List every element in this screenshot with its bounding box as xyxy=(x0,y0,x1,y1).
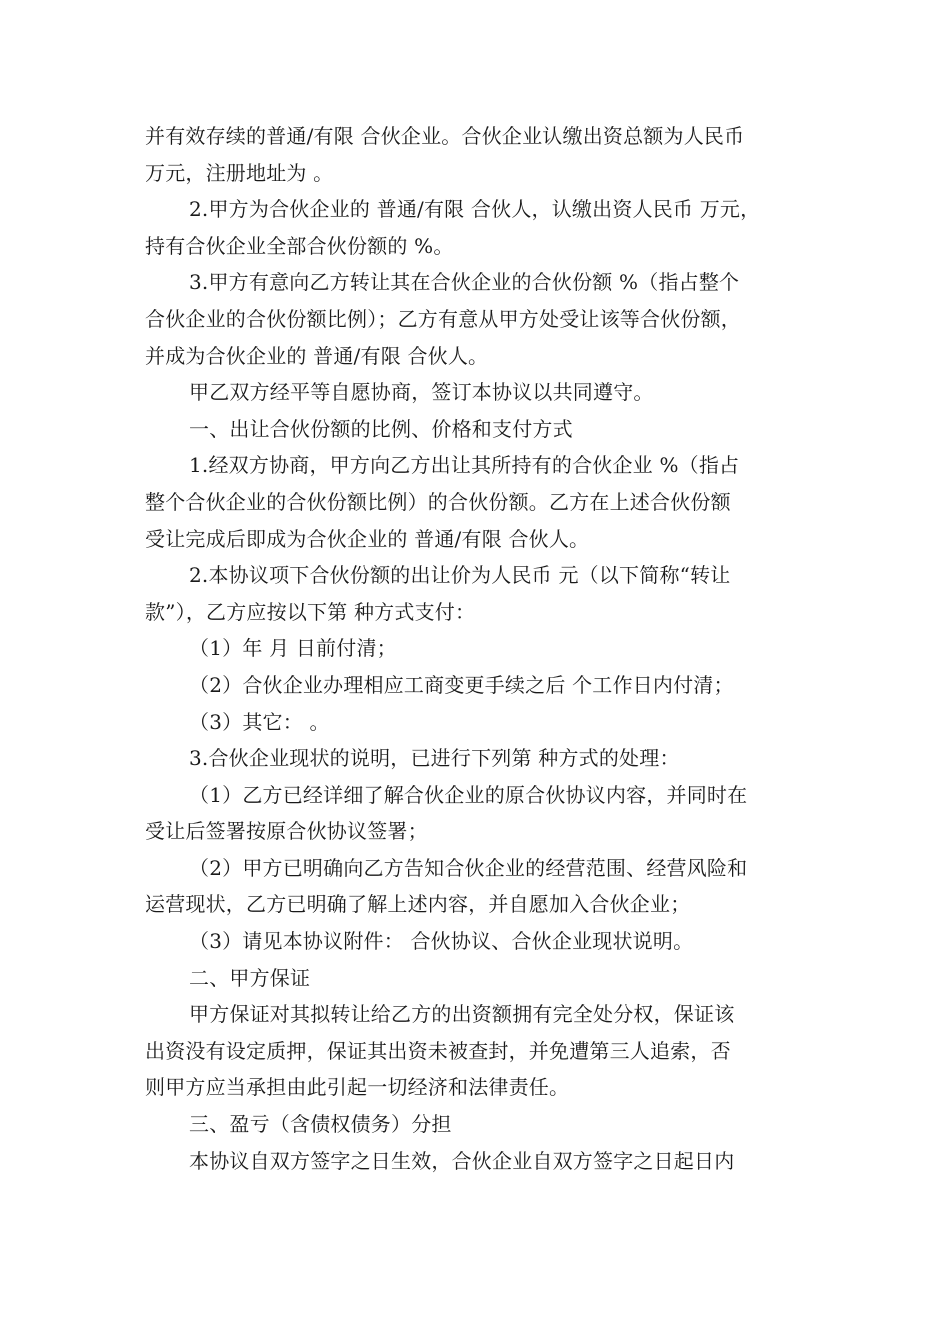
list-item: （3）其它： 。 xyxy=(189,709,330,734)
section-heading: 一、出让合伙份额的比例、价格和支付方式 xyxy=(189,416,573,441)
text-line: 合伙企业的合伙份额比例）；乙方有意从甲方处受让该等合伙份额， xyxy=(145,306,741,331)
text-line: 甲乙双方经平等自愿协商，签订本协议以共同遵守。 xyxy=(189,380,654,405)
text-line: 受让后签署按原合伙协议签署； xyxy=(145,819,428,844)
text-line: 并成为合伙企业的 普通/有限 合伙人。 xyxy=(145,343,489,368)
text-line: 则甲方应当承担由此引起一切经济和法律责任。 xyxy=(145,1075,570,1100)
text-line: 出资没有设定质押，保证其出资未被查封，并免遭第三人追索，否 xyxy=(145,1038,731,1063)
text-line: 1.经双方协商，甲方向乙方出让其所持有的合伙企业 %（指占 xyxy=(189,453,740,478)
text-line: 3.甲方有意向乙方转让其在合伙企业的合伙份额 %（指占整个 xyxy=(189,270,740,295)
list-item: （1）乙方已经详细了解合伙企业的原合伙协议内容，并同时在 xyxy=(189,782,748,807)
list-item: （3）请见本协议附件： 合伙协议、合伙企业现状说明。 xyxy=(189,929,694,954)
text-line: 整个合伙企业的合伙份额比例）的合伙份额。乙方在上述合伙份额 xyxy=(145,489,731,514)
text-line: 并有效存续的普通/有限 合伙企业。合伙企业认缴出资总额为人民币 xyxy=(145,124,745,148)
text-line: 运营现状，乙方已明确了解上述内容，并自愿加入合伙企业； xyxy=(145,892,691,917)
section-heading: 三、盈亏（含债权债务）分担 xyxy=(189,1112,452,1137)
text-line: 2.甲方为合伙企业的 普通/有限 合伙人，认缴出资人民币 万元， xyxy=(189,197,761,222)
document-page xyxy=(145,118,810,1179)
text-line: 款”），乙方应按以下第 种方式支付： xyxy=(145,599,476,624)
text-line: 受让完成后即成为合伙企业的 普通/有限 合伙人。 xyxy=(145,526,590,551)
list-item: （2）甲方已明确向乙方告知合伙企业的经营范围、经营风险和 xyxy=(189,855,748,880)
text-line: 持有合伙企业全部合伙份额的 %。 xyxy=(145,233,454,258)
text-line: 本协议自双方签字之日生效，合伙企业自双方签字之日起日内 xyxy=(189,1148,735,1173)
list-item: （2）合伙企业办理相应工商变更手续之后 个工作日内付清； xyxy=(189,672,734,697)
list-item: （1）年 月 日前付清； xyxy=(189,636,397,661)
text-line: 3.合伙企业现状的说明，已进行下列第 种方式的处理： xyxy=(189,746,680,771)
text-line: 甲方保证对其拟转让给乙方的出资额拥有完全处分权，保证该 xyxy=(189,1002,735,1027)
text-line: 2.本协议项下合伙份额的出让价为人民币 元（以下简称“转让 xyxy=(189,563,731,588)
text-line: 万元，注册地址为 。 xyxy=(145,160,334,185)
section-heading: 二、甲方保证 xyxy=(189,965,311,990)
